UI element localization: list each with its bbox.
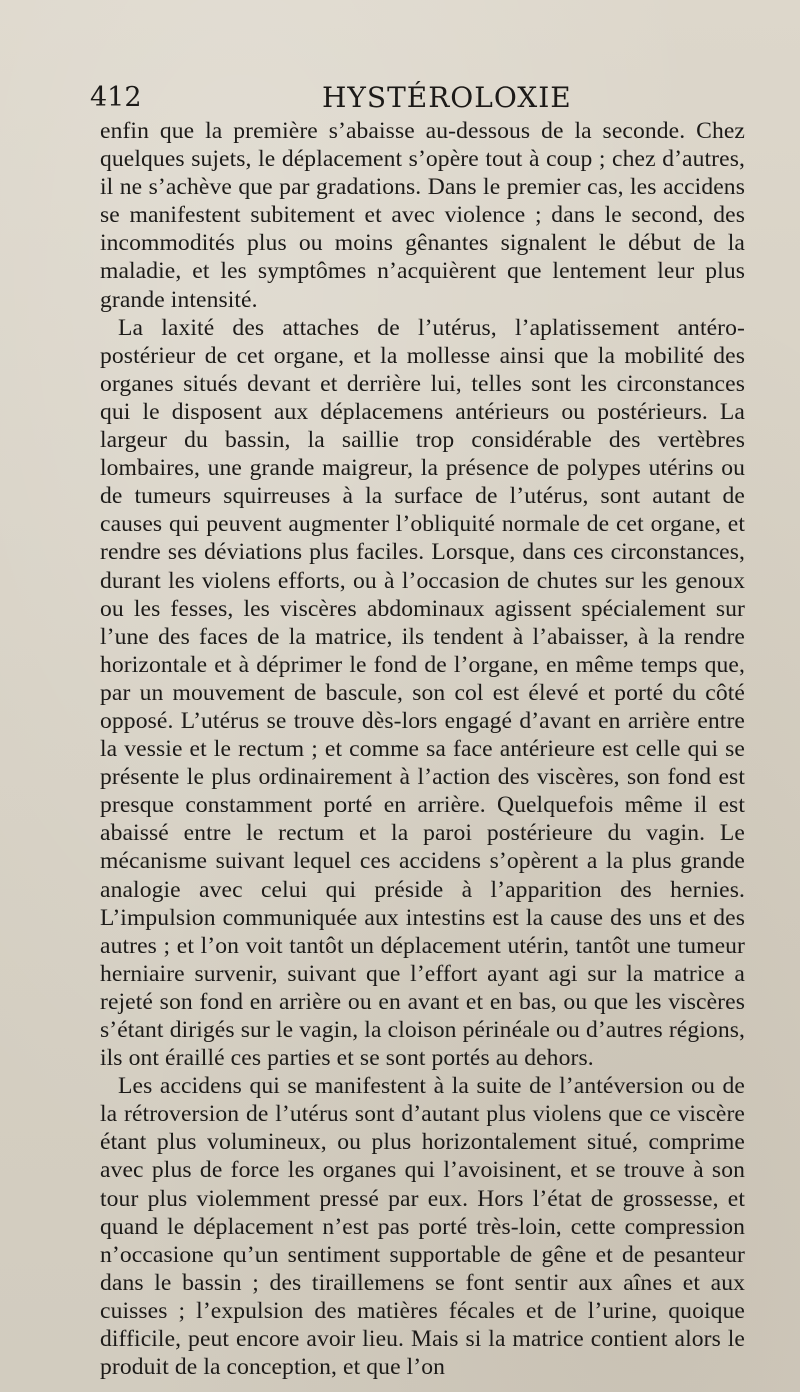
running-title: HYSTÉROLOXIE xyxy=(322,81,572,114)
paragraph-accidents: Les accidens qui se manifestent à la suite de l’antéversion ou de la rétroversion de l’utérus sont d’autant plus violens que ce viscère étant plus volumineux, ou plus horizontalement situé, comprime avec plus de force les organes qui l’avoisinent, et se trouve à son tour plus violemment pressé par eux. Hors l’état de grossesse, et quand le déplacement n’est pas porté très-loin, cette compression n’occasione qu’un sentiment supportable de gêne et de pesanteur dans le bassin ; des tiraillemens se font sentir aux aînes et aux cuisses ; l’expulsion des matières fécales et de l’urine, quoique difficile, peut encore avoir lieu. Mais si la matrice contient alors le produit de la conception, et que l’on xyxy=(100,1073,745,1381)
paragraph-continuation: enfin que la première s’abaisse au-dessous de la seconde. Chez quelques sujets, le déplacement s’opère tout à coup ; chez d’autres, il ne s’achève que par gradations. Dans le premier cas, les accidens se manifestent subitement et avec violence ; dans le second, des incommodités plus ou moins gênantes signalent le début de la maladie, et les symptômes n’acquièrent que lentement leur plus grande intensité. xyxy=(100,118,745,313)
page-number: 412 xyxy=(90,82,142,113)
body-text xyxy=(100,117,745,1381)
paragraph-causes: La laxité des attaches de l’utérus, l’aplatissement antéro-postérieur de cet organe, et la mollesse ainsi que la mobilité des organes situés devant et derrière lui, telles sont les circonstances qui le disposent aux déplacemens antérieurs ou postérieurs. La largeur du bassin, la saillie trop considérable des vertèbres lombaires, une grande maigreur, la présence de polypes utérins ou de tumeurs squirreuses à la surface de l’utérus, sont autant de causes qui peuvent augmenter l’obliquité normale de cet organe, et rendre ses déviations plus faciles. Lorsque, dans ces circonstances, durant les violens efforts, ou à l’occasion de chutes sur les genoux ou les fesses, les viscères abdominaux agissent spécialement sur l’une des faces de la matrice, ils tendent à l’abaisser, à la rendre horizontale et à déprimer le fond de l’organe, en même temps que, par un mouvement de bascule, son col est élevé et porté du côté opposé. L’utérus se trouve dès-lors engagé d’avant en arrière entre la vessie et le rectum ; et comme sa face antérieure est celle qui se présente le plus ordinairement à l’action des viscères, son fond est presque constamment porté en arrière. Quelquefois même il est abaissé entre le rectum et la paroi postérieure du vagin. Le mécanisme suivant lequel ces accidens s’opèrent a la plus grande analogie avec celui qui préside à l’apparition des hernies. L’impulsion communiquée aux intestins est la cause des uns et des autres ; et l’on voit tantôt un déplacement utérin, tantôt une tumeur herniaire survenir, suivant que l’effort ayant agi sur la matrice a rejeté son fond en arrière ou en avant et en bas, ou que les viscères s’étant dirigés sur le vagin, la cloison périnéale ou d’autres régions, ils ont éraillé ces parties et se sont portés au dehors. xyxy=(100,314,745,1072)
page-header xyxy=(90,80,730,116)
